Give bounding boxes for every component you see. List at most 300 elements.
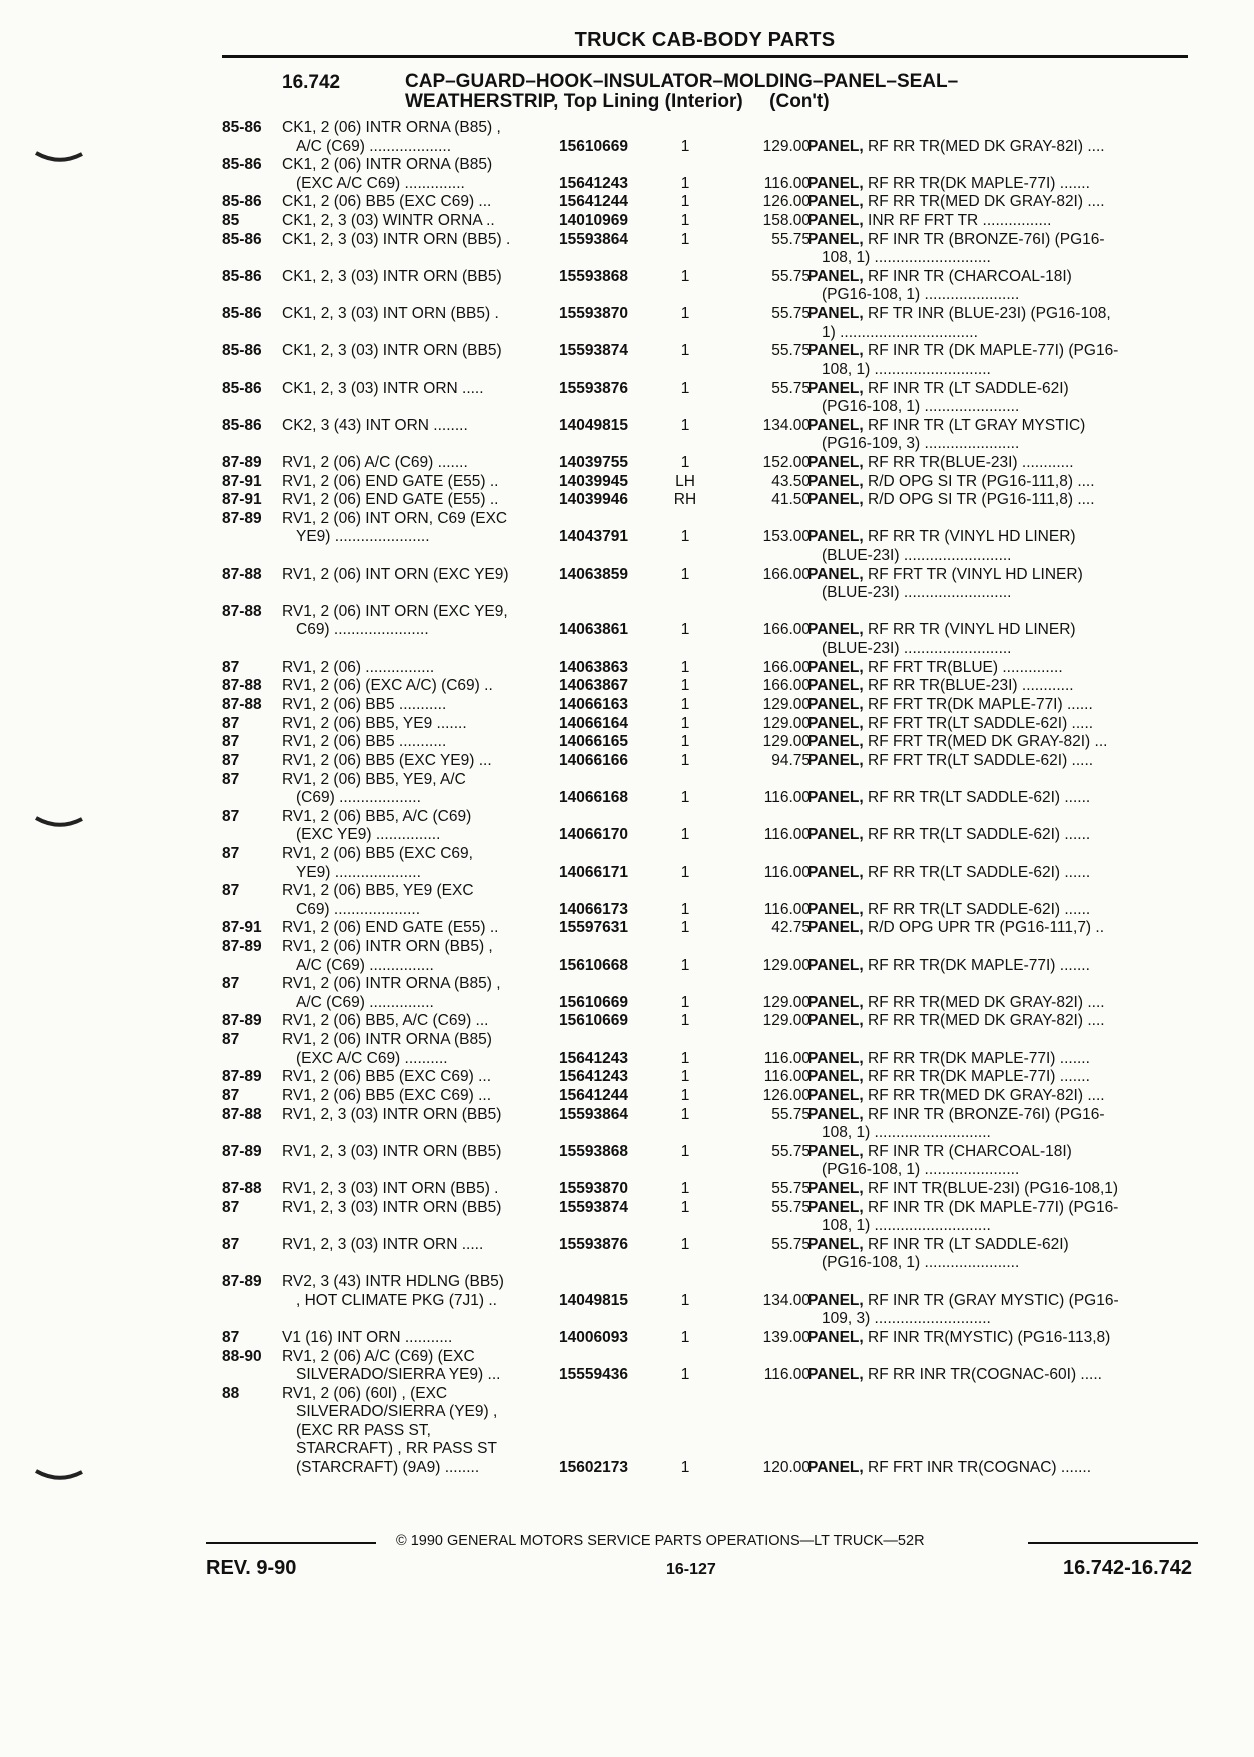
quantity: 1 bbox=[680, 695, 690, 713]
table-row bbox=[222, 380, 1188, 417]
part-number: 15597631 bbox=[559, 919, 628, 937]
copyright-notice: © 1990 GENERAL MOTORS SERVICE PARTS OPERATIONS—LT TRUCK—52R bbox=[396, 1533, 925, 1549]
table-row bbox=[222, 1087, 1188, 1106]
quantity: 1 bbox=[680, 1366, 690, 1383]
price: 116.00 bbox=[763, 789, 810, 807]
model-years: 87-89 bbox=[222, 938, 262, 956]
item-name bbox=[808, 715, 1192, 734]
item-name-line: PANEL, RF RR TR(BLUE-23I) ............ bbox=[808, 453, 1074, 471]
item-name bbox=[808, 826, 1192, 845]
table-row bbox=[222, 1273, 1188, 1329]
model-years: 87 bbox=[222, 975, 240, 993]
price: 158.00 bbox=[762, 212, 810, 230]
price: 129.00 bbox=[762, 714, 810, 732]
description-line: RV1, 2 (06) BB5, YE9 (EXC bbox=[282, 882, 474, 900]
model-years: 85-86 bbox=[222, 156, 262, 174]
item-name-line: PANEL, RF RR INR TR(COGNAC-60I) ..... bbox=[808, 1366, 1102, 1383]
binder-hole-mark bbox=[34, 150, 84, 164]
part-number: 14049815 bbox=[559, 1291, 628, 1309]
description-line: (EXC A/C C69) .............. bbox=[296, 174, 465, 192]
model-years: 87-88 bbox=[222, 1105, 262, 1123]
item-name-line: PANEL, RF INR TR (DK MAPLE-77I) (PG16- bbox=[808, 342, 1119, 360]
table-row bbox=[222, 696, 1188, 715]
quantity: 1 bbox=[680, 1180, 690, 1198]
quantity: 1 bbox=[680, 733, 690, 751]
item-name-line: PANEL, INR RF FRT TR ................ bbox=[808, 212, 1052, 230]
item-name-line: PANEL, RF RR TR (VINYL HD LINER) bbox=[808, 621, 1076, 639]
item-noun: PANEL, bbox=[808, 751, 864, 769]
table-row bbox=[222, 231, 1188, 268]
item-name-line: (PG16-108, 1) ...................... bbox=[822, 286, 1020, 304]
price: 55.75 bbox=[771, 267, 810, 285]
item-noun: PANEL, bbox=[808, 267, 864, 285]
price: 166.00 bbox=[762, 677, 810, 695]
description bbox=[282, 919, 582, 938]
description bbox=[282, 938, 582, 975]
description-line: CK1, 2, 3 (03) WINTR ORNA .. bbox=[282, 212, 495, 230]
item-name bbox=[808, 454, 1192, 473]
table-row bbox=[222, 212, 1188, 231]
item-name bbox=[808, 305, 1192, 342]
item-name bbox=[808, 1050, 1192, 1069]
part-number: 14066164 bbox=[559, 714, 628, 732]
model-years: 85-86 bbox=[222, 119, 262, 136]
price: 55.75 bbox=[771, 1142, 810, 1160]
price: 120.00 bbox=[762, 1458, 810, 1476]
quantity: 1 bbox=[680, 379, 690, 397]
quantity: RH bbox=[673, 491, 697, 509]
description-line: RV1, 2, 3 (03) INTR ORN (BB5) bbox=[282, 1198, 502, 1216]
description-line: RV1, 2, 3 (03) INT ORN (BB5) . bbox=[282, 1180, 499, 1198]
description-line: RV1, 2 (06) END GATE (E55) .. bbox=[282, 491, 499, 509]
price: 166.00 bbox=[762, 621, 810, 639]
part-number: 15641243 bbox=[559, 174, 628, 192]
part-number: 14066171 bbox=[559, 863, 628, 881]
part-number: 14039945 bbox=[559, 472, 628, 490]
model-years: 87 bbox=[222, 845, 240, 862]
description-line: CK1, 2 (06) BB5 (EXC C69) ... bbox=[282, 193, 492, 211]
description-line: RV1, 2 (06) BB5 (EXC YE9) ... bbox=[282, 751, 492, 769]
table-row bbox=[222, 733, 1188, 752]
item-name-line: PANEL, RF FRT TR(MED DK GRAY-82I) ... bbox=[808, 733, 1108, 751]
table-row bbox=[222, 845, 1188, 882]
item-name bbox=[808, 677, 1192, 696]
item-noun: PANEL, bbox=[808, 342, 864, 360]
item-name bbox=[808, 1106, 1192, 1143]
description-line: A/C (C69) ................... bbox=[296, 137, 452, 155]
description bbox=[282, 733, 582, 752]
description bbox=[282, 491, 582, 510]
price: 129.00 bbox=[762, 956, 810, 974]
item-name bbox=[808, 566, 1192, 603]
description bbox=[282, 1385, 582, 1478]
description-line: C69) .................... bbox=[296, 900, 421, 918]
table-row bbox=[222, 677, 1188, 696]
description-line: RV1, 2 (06) BB5, YE9, A/C bbox=[282, 770, 466, 788]
description-line: , HOT CLIMATE PKG (7J1) .. bbox=[296, 1291, 497, 1309]
description bbox=[282, 1106, 582, 1125]
item-noun: PANEL, bbox=[808, 621, 864, 639]
item-name bbox=[808, 175, 1192, 194]
price: 153.00 bbox=[762, 528, 810, 546]
description-line: RV1, 2, 3 (03) INTR ORN (BB5) bbox=[282, 1142, 502, 1160]
description bbox=[282, 231, 582, 250]
description-line: RV1, 2 (06) (EXC A/C) (C69) .. bbox=[282, 677, 493, 695]
description bbox=[282, 975, 582, 1012]
item-name-line: PANEL, RF RR TR (VINYL HD LINER) bbox=[808, 528, 1076, 546]
item-name-line: PANEL, RF RR TR(LT SADDLE-62I) ...... bbox=[808, 900, 1091, 918]
item-name-line: (PG16-109, 3) ...................... bbox=[822, 435, 1020, 453]
model-years: 87-89 bbox=[222, 1273, 262, 1291]
price: 166.00 bbox=[762, 658, 810, 676]
model-years: 87-91 bbox=[222, 919, 262, 937]
quantity: 1 bbox=[680, 1291, 690, 1309]
price: 55.75 bbox=[771, 1235, 810, 1253]
quantity: 1 bbox=[680, 751, 690, 769]
quantity: 1 bbox=[680, 1458, 690, 1476]
description-line: CK2, 3 (43) INT ORN ........ bbox=[282, 416, 468, 434]
quantity: 1 bbox=[680, 863, 690, 881]
table-row bbox=[222, 119, 1188, 156]
page-footer bbox=[206, 1531, 1198, 1586]
price: 139.00 bbox=[762, 1328, 810, 1346]
table-row bbox=[222, 342, 1188, 379]
quantity: 1 bbox=[680, 453, 690, 471]
description bbox=[282, 417, 582, 436]
item-noun: PANEL, bbox=[808, 528, 864, 546]
part-number: 15593874 bbox=[559, 342, 628, 360]
model-years: 85 bbox=[222, 212, 240, 230]
item-name bbox=[808, 659, 1192, 678]
item-name bbox=[808, 1459, 1192, 1478]
item-noun: PANEL, bbox=[808, 565, 864, 583]
description bbox=[282, 1180, 582, 1199]
part-number: 15593876 bbox=[559, 1235, 628, 1253]
item-name bbox=[808, 138, 1192, 157]
part-number: 15641244 bbox=[559, 1087, 628, 1104]
price: 134.00 bbox=[762, 1291, 810, 1309]
item-noun: PANEL, bbox=[808, 863, 864, 881]
description bbox=[282, 380, 582, 399]
description bbox=[282, 1068, 582, 1087]
part-number: 15641243 bbox=[559, 1049, 628, 1067]
part-number: 14063861 bbox=[559, 621, 628, 639]
quantity: 1 bbox=[680, 658, 690, 676]
item-name-line: PANEL, R/D OPG SI TR (PG16-111,8) .... bbox=[808, 472, 1095, 490]
part-number: 14010969 bbox=[559, 212, 628, 230]
quantity: 1 bbox=[680, 528, 690, 546]
table-row bbox=[222, 193, 1188, 212]
part-number: 15559436 bbox=[559, 1366, 628, 1383]
description bbox=[282, 752, 582, 771]
item-name-line: PANEL, R/D OPG SI TR (PG16-111,8) .... bbox=[808, 491, 1095, 509]
description bbox=[282, 212, 582, 231]
page-number: 16-127 bbox=[666, 1561, 716, 1578]
item-name bbox=[808, 864, 1192, 883]
item-name-line: PANEL, RF INR TR(MYSTIC) (PG16-113,8) bbox=[808, 1328, 1111, 1346]
section-title-line2: WEATHERSTRIP, Top Lining (Interior) (Con't) bbox=[405, 91, 830, 112]
item-noun: PANEL, bbox=[808, 826, 864, 844]
table-row bbox=[222, 715, 1188, 734]
item-name-line: PANEL, RF FRT TR(BLUE) .............. bbox=[808, 658, 1063, 676]
model-years: 87 bbox=[222, 1087, 240, 1104]
part-number: 15610669 bbox=[559, 137, 628, 155]
part-number: 15593870 bbox=[559, 305, 628, 323]
item-noun: PANEL, bbox=[808, 1366, 864, 1383]
item-noun: PANEL, bbox=[808, 1142, 864, 1160]
item-name bbox=[808, 919, 1192, 938]
item-name bbox=[808, 417, 1192, 454]
description bbox=[282, 305, 582, 324]
item-noun: PANEL, bbox=[808, 174, 864, 192]
model-years: 85-86 bbox=[222, 267, 262, 285]
description-line: RV1, 2 (06) END GATE (E55) .. bbox=[282, 472, 499, 490]
part-number: 14066173 bbox=[559, 900, 628, 918]
item-name-line: PANEL, RF FRT INR TR(COGNAC) ....... bbox=[808, 1458, 1092, 1476]
item-name-line: PANEL, RF RR TR(BLUE-23I) ............ bbox=[808, 677, 1074, 695]
item-name-line: (PG16-108, 1) ...................... bbox=[822, 1161, 1020, 1179]
model-years: 87-91 bbox=[222, 491, 262, 509]
item-name-line: 108, 1) ........................... bbox=[822, 249, 991, 267]
item-noun: PANEL, bbox=[808, 1049, 864, 1067]
item-name-line: PANEL, RF INR TR (CHARCOAL-18I) bbox=[808, 1142, 1072, 1160]
model-years: 87-88 bbox=[222, 565, 262, 583]
description bbox=[282, 566, 582, 585]
model-years: 87-89 bbox=[222, 453, 262, 471]
part-number: 14063859 bbox=[559, 565, 628, 583]
description bbox=[282, 1012, 582, 1031]
header-rule bbox=[222, 55, 1188, 58]
item-name-line: 108, 1) ........................... bbox=[822, 1217, 991, 1235]
binder-hole-mark bbox=[34, 815, 84, 829]
table-row bbox=[222, 1143, 1188, 1180]
part-number: 14066168 bbox=[559, 789, 628, 807]
model-years: 87 bbox=[222, 714, 240, 732]
description-line: RV1, 2 (06) ................ bbox=[282, 658, 435, 676]
item-name bbox=[808, 1143, 1192, 1180]
table-row bbox=[222, 1031, 1188, 1068]
item-noun: PANEL, bbox=[808, 491, 864, 509]
price: 129.00 bbox=[762, 1012, 810, 1030]
part-number: 15593868 bbox=[559, 267, 628, 285]
price: 55.75 bbox=[771, 1105, 810, 1123]
description bbox=[282, 1348, 582, 1385]
model-years: 87 bbox=[222, 1235, 240, 1253]
model-years: 87-89 bbox=[222, 1012, 262, 1030]
binder-hole-mark bbox=[34, 1468, 84, 1482]
item-name bbox=[808, 380, 1192, 417]
section-title bbox=[405, 72, 958, 112]
item-noun: PANEL, bbox=[808, 230, 864, 248]
description bbox=[282, 156, 582, 193]
description-line: RV1, 2 (06) END GATE (E55) .. bbox=[282, 919, 499, 937]
description bbox=[282, 1236, 582, 1255]
description-line: RV1, 2 (06) BB5 (EXC C69, bbox=[282, 845, 473, 862]
price: 55.75 bbox=[771, 379, 810, 397]
model-years: 88 bbox=[222, 1384, 240, 1402]
table-row bbox=[222, 752, 1188, 771]
description-line: RV1, 2 (06) BB5, A/C (C69) ... bbox=[282, 1012, 489, 1030]
description-line: YE9) .................... bbox=[296, 863, 421, 881]
price: 126.00 bbox=[762, 193, 810, 211]
price: 94.75 bbox=[771, 751, 810, 769]
item-noun: PANEL, bbox=[808, 1012, 864, 1030]
table-row bbox=[222, 975, 1188, 1012]
description-line: (STARCRAFT) (9A9) ........ bbox=[296, 1458, 480, 1476]
description-line: YE9) ...................... bbox=[296, 528, 430, 546]
description-line: SILVERADO/SIERRA (YE9) , bbox=[296, 1403, 498, 1421]
item-name-line: PANEL, RF INR TR (BRONZE-76I) (PG16- bbox=[808, 230, 1105, 248]
price: 129.00 bbox=[762, 137, 810, 155]
item-noun: PANEL, bbox=[808, 193, 864, 211]
quantity: 1 bbox=[680, 230, 690, 248]
quantity: 1 bbox=[680, 919, 690, 937]
part-number: 14049815 bbox=[559, 416, 628, 434]
description-line: CK1, 2, 3 (03) INTR ORN (BB5) . bbox=[282, 230, 511, 248]
item-name bbox=[808, 752, 1192, 771]
item-noun: PANEL, bbox=[808, 695, 864, 713]
item-name bbox=[808, 1366, 1192, 1385]
description bbox=[282, 845, 582, 882]
table-row bbox=[222, 454, 1188, 473]
item-name bbox=[808, 1236, 1192, 1273]
part-number: 15602173 bbox=[559, 1458, 628, 1476]
description bbox=[282, 1329, 582, 1348]
table-row bbox=[222, 268, 1188, 305]
description-line: A/C (C69) ............... bbox=[296, 956, 434, 974]
item-name-line: PANEL, RF RR TR(DK MAPLE-77I) ....... bbox=[808, 956, 1090, 974]
item-name-line: PANEL, RF INR TR (DK MAPLE-77I) (PG16- bbox=[808, 1198, 1119, 1216]
quantity: 1 bbox=[680, 621, 690, 639]
item-noun: PANEL, bbox=[808, 1198, 864, 1216]
table-row bbox=[222, 491, 1188, 510]
part-number: 15593868 bbox=[559, 1142, 628, 1160]
item-name-line: 108, 1) ........................... bbox=[822, 360, 991, 378]
model-years: 87 bbox=[222, 658, 240, 676]
model-years: 87-88 bbox=[222, 1180, 262, 1198]
description-line: RV1, 2, 3 (03) INTR ORN (BB5) bbox=[282, 1105, 502, 1123]
model-years: 85-86 bbox=[222, 230, 262, 248]
item-name-line: PANEL, RF RR TR(LT SADDLE-62I) ...... bbox=[808, 863, 1091, 881]
footer-rule bbox=[1028, 1542, 1198, 1544]
part-number: 15610669 bbox=[559, 1012, 628, 1030]
part-number: 15593874 bbox=[559, 1198, 628, 1216]
model-years: 87-89 bbox=[222, 509, 262, 527]
quantity: 1 bbox=[680, 212, 690, 230]
part-number: 15641243 bbox=[559, 1068, 628, 1086]
price: 42.75 bbox=[771, 919, 810, 937]
description bbox=[282, 1087, 582, 1106]
item-name-line: PANEL, RF RR TR(LT SADDLE-62I) ...... bbox=[808, 789, 1091, 807]
item-noun: PANEL, bbox=[808, 1291, 864, 1309]
item-name bbox=[808, 994, 1192, 1013]
quantity: 1 bbox=[680, 267, 690, 285]
description bbox=[282, 454, 582, 473]
item-name-line: (BLUE-23I) ......................... bbox=[822, 639, 1012, 657]
quantity: 1 bbox=[680, 1198, 690, 1216]
item-name bbox=[808, 1087, 1192, 1106]
description bbox=[282, 1031, 582, 1068]
description-line: (EXC RR PASS ST, bbox=[296, 1421, 431, 1439]
description bbox=[282, 659, 582, 678]
price: 152.00 bbox=[762, 453, 810, 471]
item-noun: PANEL, bbox=[808, 714, 864, 732]
table-row bbox=[222, 771, 1188, 808]
parts-list bbox=[222, 119, 1188, 1519]
item-name bbox=[808, 212, 1192, 231]
quantity: 1 bbox=[680, 993, 690, 1011]
description-line: RV1, 2 (06) INTR ORN (BB5) , bbox=[282, 938, 493, 956]
model-years: 87 bbox=[222, 807, 240, 825]
item-name bbox=[808, 1292, 1192, 1329]
table-row bbox=[222, 1068, 1188, 1087]
description-line: CK1, 2, 3 (03) INTR ORN (BB5) bbox=[282, 342, 502, 360]
item-name bbox=[808, 528, 1192, 565]
model-years: 87 bbox=[222, 751, 240, 769]
item-name-line: PANEL, RF INT TR(BLUE-23I) (PG16-108,1) bbox=[808, 1180, 1119, 1198]
item-name-line: PANEL, RF FRT TR(DK MAPLE-77I) ...... bbox=[808, 695, 1093, 713]
price: 134.00 bbox=[762, 416, 810, 434]
item-name-line: PANEL, RF INR TR (LT GRAY MYSTIC) bbox=[808, 416, 1086, 434]
item-name-line: PANEL, RF RR TR(MED DK GRAY-82I) .... bbox=[808, 137, 1105, 155]
quantity: 1 bbox=[680, 1142, 690, 1160]
quantity: 1 bbox=[680, 1012, 690, 1030]
section-title-line1: CAP–GUARD–HOOK–INSULATOR–MOLDING–PANEL–SEAL– bbox=[405, 71, 959, 92]
item-noun: PANEL, bbox=[808, 1105, 864, 1123]
item-name-line: 1) ................................ bbox=[822, 323, 978, 341]
part-number: 15641244 bbox=[559, 193, 628, 211]
table-row bbox=[222, 1348, 1188, 1385]
description bbox=[282, 1273, 582, 1310]
table-row bbox=[222, 510, 1188, 566]
description-line: RV1, 2 (06) BB5 ........... bbox=[282, 695, 447, 713]
item-noun: PANEL, bbox=[808, 453, 864, 471]
description bbox=[282, 1199, 582, 1218]
description-line: CK1, 2, 3 (03) INTR ORN ..... bbox=[282, 379, 484, 397]
section-range: 16.742-16.742 bbox=[1062, 1557, 1192, 1579]
item-noun: PANEL, bbox=[808, 212, 864, 230]
table-row bbox=[222, 156, 1188, 193]
quantity: 1 bbox=[680, 677, 690, 695]
model-years: 87 bbox=[222, 733, 240, 751]
item-noun: PANEL, bbox=[808, 956, 864, 974]
description-line: RV1, 2 (06) INT ORN (EXC YE9) bbox=[282, 565, 509, 583]
description-line: A/C (C69) ............... bbox=[296, 993, 434, 1011]
item-name bbox=[808, 231, 1192, 268]
description-line: RV1, 2, 3 (03) INTR ORN ..... bbox=[282, 1235, 484, 1253]
quantity: 1 bbox=[680, 1328, 690, 1346]
item-name-line: PANEL, RF TR INR (BLUE-23I) (PG16-108, bbox=[808, 305, 1111, 323]
item-noun: PANEL, bbox=[808, 416, 864, 434]
item-name bbox=[808, 1180, 1192, 1199]
table-row bbox=[222, 1012, 1188, 1031]
part-number: 14043791 bbox=[559, 528, 628, 546]
item-noun: PANEL, bbox=[808, 1458, 864, 1476]
item-name-line: PANEL, R/D OPG UPR TR (PG16-111,7) .. bbox=[808, 919, 1105, 937]
item-noun: PANEL, bbox=[808, 919, 864, 937]
item-name bbox=[808, 621, 1192, 658]
part-number: 14063867 bbox=[559, 677, 628, 695]
description-line: RV1, 2 (06) INTR ORNA (B85) , bbox=[282, 975, 501, 993]
quantity: 1 bbox=[680, 342, 690, 360]
table-row bbox=[222, 305, 1188, 342]
price: 116.00 bbox=[763, 863, 810, 881]
part-number: 14063863 bbox=[559, 658, 628, 676]
table-row bbox=[222, 659, 1188, 678]
description-line: RV1, 2 (06) A/C (C69) (EXC bbox=[282, 1347, 475, 1365]
model-years: 85-86 bbox=[222, 416, 262, 434]
item-name-line: PANEL, RF INR TR (BRONZE-76I) (PG16- bbox=[808, 1105, 1105, 1123]
